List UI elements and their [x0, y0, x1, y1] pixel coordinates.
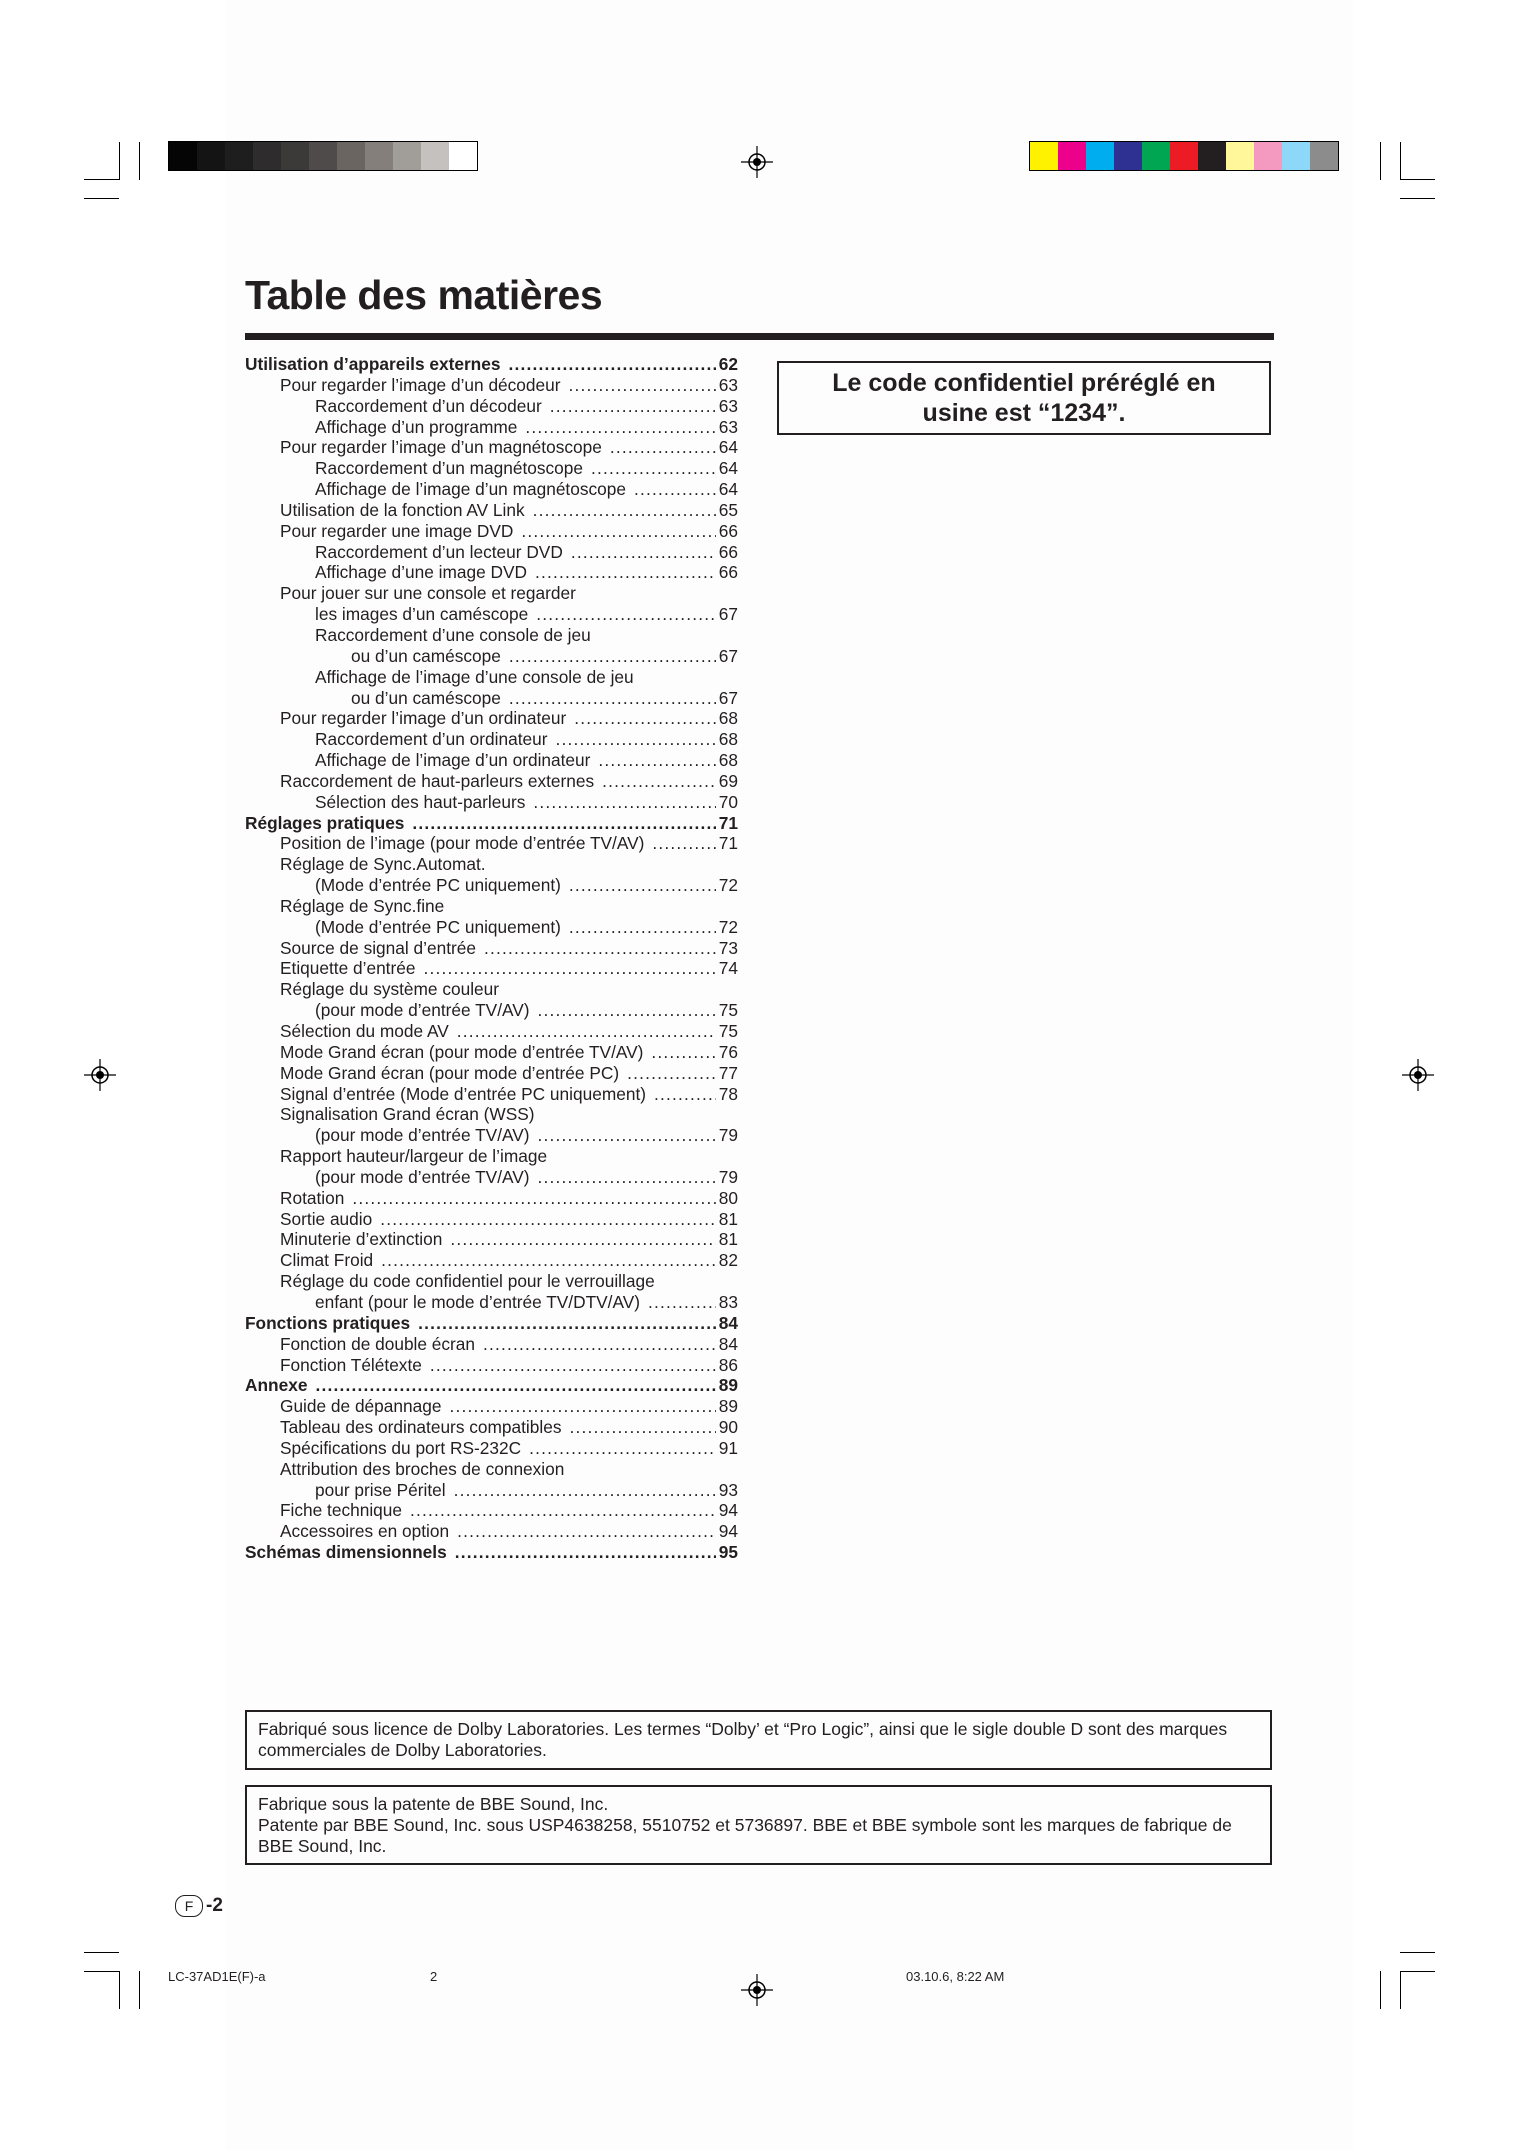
toc-entry	[245, 625, 738, 646]
toc-entry	[245, 667, 738, 688]
toc-page-number: 66	[718, 520, 738, 541]
toc-entry	[245, 417, 738, 438]
toc-entry	[245, 500, 738, 521]
toc-page-number: 84	[718, 1312, 738, 1333]
toc-entry-title: Utilisation de la fonction AV Link	[280, 499, 525, 520]
toc-leader-dots	[418, 1313, 716, 1334]
toc-entry-title: (pour mode d’entrée TV/AV)	[315, 1166, 530, 1187]
toc-leader-dots	[602, 771, 716, 792]
toc-leader-dots	[634, 479, 716, 500]
toc-leader-dots	[454, 1480, 716, 1501]
toc-entry-title: Réglage de Sync.fine	[280, 895, 445, 916]
toc-leader-dots	[598, 750, 715, 771]
toc-entry-title: Climat Froid	[280, 1250, 374, 1271]
toc-entry	[245, 396, 738, 417]
toc-entry-title: enfant (pour le mode d’entrée TV/DTV/AV)	[315, 1291, 640, 1312]
grayscale-swatch	[309, 142, 337, 170]
toc-page-number: 63	[718, 395, 738, 416]
toc-entry-title: Signalisation Grand écran (WSS)	[280, 1104, 535, 1125]
toc-entry-title: Rotation	[280, 1187, 345, 1208]
color-swatch	[1226, 142, 1254, 170]
toc-entry	[245, 604, 738, 625]
toc-entry	[245, 375, 738, 396]
toc-leader-dots	[569, 375, 716, 396]
toc-leader-dots	[450, 1229, 715, 1250]
toc-page-number: 90	[718, 1417, 738, 1438]
toc-page-number: 67	[718, 604, 738, 625]
toc-entry-title: Fonctions pratiques	[245, 1312, 411, 1333]
toc-entry	[245, 1417, 738, 1438]
toc-entry-title: (pour mode d’entrée TV/AV)	[315, 1000, 530, 1021]
toc-entry	[245, 771, 738, 792]
toc-leader-dots	[571, 542, 716, 563]
grayscale-swatch	[225, 142, 253, 170]
toc-page-number: 70	[718, 791, 738, 812]
toc-section	[245, 1375, 738, 1396]
registration-target-icon	[741, 1974, 773, 2006]
toc-leader-dots	[536, 604, 716, 625]
toc-entry-title: Sélection du mode AV	[280, 1021, 449, 1041]
table-of-contents	[245, 354, 738, 1563]
toc-page-number: 67	[718, 687, 738, 708]
toc-leader-dots	[651, 1042, 715, 1063]
grayscale-swatch	[421, 142, 449, 170]
toc-page-number: 76	[718, 1041, 738, 1062]
toc-section	[245, 813, 738, 834]
toc-entry-title: Mode Grand écran (pour mode d’entrée PC)	[280, 1062, 620, 1083]
toc-page-number: 66	[718, 562, 738, 583]
toc-leader-dots	[315, 1375, 715, 1396]
toc-entry	[245, 958, 738, 979]
toc-leader-dots	[591, 458, 716, 479]
toc-leader-dots	[410, 1500, 716, 1521]
toc-entry-title: (pour mode d’entrée TV/AV)	[315, 1125, 530, 1146]
toc-entry-title: Pour regarder une image DVD	[280, 520, 514, 541]
toc-page-number: 68	[718, 750, 738, 771]
page-number	[175, 1895, 223, 1917]
toc-page-number: 94	[718, 1500, 738, 1521]
toc-entry-title: Raccordement d’une console de jeu	[315, 624, 591, 645]
grayscale-swatch	[449, 142, 477, 170]
toc-leader-dots	[533, 792, 715, 813]
toc-leader-dots	[412, 813, 715, 834]
toc-page-number: 66	[718, 541, 738, 562]
toc-entry	[245, 750, 738, 771]
toc-entry-title: Etiquette d’entrée	[280, 958, 416, 979]
toc-entry-title: Réglage du système couleur	[280, 979, 500, 1000]
toc-entry	[245, 792, 738, 813]
toc-entry-title: Fonction de double écran	[280, 1333, 476, 1354]
toc-leader-dots	[550, 396, 716, 417]
toc-entry-title: Raccordement d’un ordinateur	[315, 729, 548, 750]
toc-entry-title: Minuterie d’extinction	[280, 1229, 443, 1250]
toc-leader-dots	[457, 1021, 716, 1042]
toc-entry	[245, 542, 738, 563]
toc-entry-title: Réglage de Sync.Automat.	[280, 854, 486, 875]
toc-page-number: 94	[718, 1521, 738, 1542]
toc-entry	[245, 1271, 738, 1292]
toc-page-number: 91	[718, 1437, 738, 1458]
color-swatch	[1142, 142, 1170, 170]
toc-entry	[245, 1125, 738, 1146]
toc-entry-title: Pour regarder l’image d’un ordinateur	[280, 708, 567, 729]
toc-entry	[245, 1355, 738, 1376]
bbe-notice	[245, 1785, 1272, 1865]
toc-entry-title: Affichage d’une image DVD	[315, 562, 527, 583]
grayscale-swatch	[337, 142, 365, 170]
toc-leader-dots	[654, 1084, 716, 1105]
toc-page-number: 64	[718, 479, 738, 500]
toc-page-number: 69	[718, 770, 738, 791]
toc-entry-title: Signal d’entrée (Mode d’entrée PC uniquement)	[280, 1083, 647, 1104]
toc-page-number: 81	[718, 1208, 738, 1229]
toc-entry-title: Affichage de l’image d’une console de jeu	[315, 666, 634, 687]
toc-leader-dots	[509, 688, 716, 709]
toc-entry-title: Raccordement de haut-parleurs externes	[280, 770, 595, 791]
toc-section	[245, 1542, 738, 1563]
color-swatch	[1086, 142, 1114, 170]
toc-page-number: 74	[718, 958, 738, 979]
toc-entry	[245, 458, 738, 479]
color-swatch	[1058, 142, 1086, 170]
toc-entry-title: (Mode d’entrée PC uniquement)	[315, 875, 561, 896]
dolby-notice	[245, 1710, 1272, 1770]
toc-page-number: 86	[718, 1354, 738, 1375]
registration-target-icon	[741, 146, 773, 178]
toc-entry-title: Réglages pratiques	[245, 812, 405, 833]
toc-page-number: 63	[718, 374, 738, 395]
toc-entry-title: Affichage de l’image d’un ordinateur	[315, 750, 591, 771]
toc-entry-title: Affichage de l’image d’un magnétoscope	[315, 479, 626, 500]
toc-entry-title: Pour regarder l’image d’un magnétoscope	[280, 437, 602, 458]
toc-page-number: 72	[718, 875, 738, 896]
dolby-notice-text: Fabriqué sous licence de Dolby Laboratories. Les termes “Dolby’ et “Pro Logic”, ainsi que le sigle double D sont des marques commerciales de Dolby Laboratories.	[258, 1719, 1228, 1760]
toc-entry	[245, 729, 738, 750]
toc-section	[245, 1313, 738, 1334]
toc-entry	[245, 521, 738, 542]
bbe-notice-line-2: Patente par BBE Sound, Inc. sous USP4638258, 5510752 et 5736897. BBE et BBE symbole sont les marques de fabrique de BBE Sound, Inc.	[258, 1815, 1232, 1856]
toc-entry	[245, 1459, 738, 1480]
color-swatch	[1282, 142, 1310, 170]
toc-leader-dots	[538, 1125, 716, 1146]
toc-entry-title: Sélection des haut-parleurs	[315, 791, 526, 812]
toc-entry-title: Fiche technique	[280, 1500, 403, 1521]
toc-entry-title: Pour regarder l’image d’un décodeur	[280, 374, 561, 395]
toc-page-number: 93	[718, 1479, 738, 1500]
toc-entry	[245, 938, 738, 959]
toc-entry	[245, 437, 738, 458]
color-swatch	[1030, 142, 1058, 170]
toc-leader-dots	[423, 958, 715, 979]
toc-entry	[245, 1063, 738, 1084]
toc-leader-dots	[574, 708, 716, 729]
toc-entry	[245, 1438, 738, 1459]
toc-entry-title: Utilisation d’appareils externes	[245, 354, 501, 374]
toc-page-number: 64	[718, 437, 738, 458]
toc-entry	[245, 1104, 738, 1125]
toc-entry	[245, 1250, 738, 1271]
toc-entry-title: Affichage d’un programme	[315, 416, 518, 437]
pin-code-line-1: Le code confidentiel préréglé en	[832, 369, 1216, 397]
toc-entry	[245, 1500, 738, 1521]
color-swatch	[1310, 142, 1338, 170]
toc-page-number: 75	[718, 1021, 738, 1041]
grayscale-swatch	[253, 142, 281, 170]
toc-page-number: 75	[718, 1000, 738, 1021]
toc-entry	[245, 1167, 738, 1188]
registration-target-icon	[1402, 1059, 1434, 1091]
language-badge: F	[175, 1895, 203, 1917]
toc-leader-dots	[555, 729, 715, 750]
toc-entry-title: Fonction Télétexte	[280, 1354, 422, 1375]
toc-entry	[245, 583, 738, 604]
toc-entry-title: ou d’un caméscope	[351, 687, 501, 708]
toc-page-number: 63	[718, 416, 738, 437]
toc-entry-title: Source de signal d’entrée	[280, 937, 476, 958]
toc-leader-dots	[457, 1521, 716, 1542]
toc-leader-dots	[538, 1167, 716, 1188]
toc-leader-dots	[627, 1063, 716, 1084]
grayscale-swatch	[197, 142, 225, 170]
footer-timestamp: 03.10.6, 8:22 AM	[906, 1969, 1005, 1984]
toc-page-number: 71	[718, 833, 738, 854]
toc-leader-dots	[430, 1355, 716, 1376]
toc-leader-dots	[533, 500, 716, 521]
toc-entry-title: pour prise Péritel	[315, 1479, 446, 1500]
toc-entry-title: (Mode d’entrée PC uniquement)	[315, 916, 561, 937]
toc-entry-title: Schémas dimensionnels	[245, 1542, 447, 1563]
toc-entry	[245, 562, 738, 583]
toc-leader-dots	[535, 562, 716, 583]
color-calibration-bar	[1029, 141, 1339, 171]
toc-page-number: 77	[718, 1062, 738, 1083]
toc-entry	[245, 1209, 738, 1230]
toc-page-number: 80	[718, 1187, 738, 1208]
toc-entry-title: Guide de dépannage	[280, 1396, 442, 1417]
toc-entry-title: Raccordement d’un décodeur	[315, 395, 542, 416]
toc-leader-dots	[569, 875, 716, 896]
toc-page-number: 64	[718, 458, 738, 479]
toc-entry-title: Attribution des broches de connexion	[280, 1458, 565, 1479]
toc-page-number: 81	[718, 1229, 738, 1250]
toc-entry	[245, 1021, 738, 1042]
toc-entry-title: Annexe	[245, 1375, 308, 1396]
toc-entry	[245, 1480, 738, 1501]
footer-file-name: LC-37AD1E(F)-a	[168, 1969, 266, 1984]
toc-leader-dots	[525, 417, 715, 438]
toc-entry-title: Accessoires en option	[280, 1521, 450, 1542]
toc-entry	[245, 896, 738, 917]
toc-page-number: 71	[718, 812, 738, 833]
toc-page-number: 68	[718, 708, 738, 729]
color-swatch	[1198, 142, 1226, 170]
toc-entry	[245, 979, 738, 1000]
pin-code-line-2: usine est “1234”.	[922, 399, 1126, 427]
grayscale-calibration-bar	[168, 141, 478, 171]
toc-entry	[245, 1188, 738, 1209]
toc-leader-dots	[569, 917, 716, 938]
toc-page-number: 67	[718, 645, 738, 666]
grayscale-swatch	[365, 142, 393, 170]
color-swatch	[1114, 142, 1142, 170]
registration-target-icon	[84, 1059, 116, 1091]
toc-leader-dots	[521, 521, 715, 542]
toc-entry	[245, 1396, 738, 1417]
toc-page-number: 82	[718, 1250, 738, 1271]
toc-entry	[245, 1521, 738, 1542]
toc-entry-title: Réglage du code confidentiel pour le verrouillage	[280, 1271, 655, 1292]
toc-entry	[245, 708, 738, 729]
toc-leader-dots	[652, 833, 715, 854]
toc-entry-title: Spécifications du port RS-232C	[280, 1437, 522, 1458]
toc-page-number: 79	[718, 1125, 738, 1146]
grayscale-swatch	[281, 142, 309, 170]
toc-entry-title: Raccordement d’un lecteur DVD	[315, 541, 563, 562]
toc-leader-dots	[380, 1209, 716, 1230]
toc-page-number: 68	[718, 729, 738, 750]
toc-entry	[245, 1292, 738, 1313]
toc-leader-dots	[508, 354, 715, 375]
bbe-notice-line-1: Fabrique sous la patente de BBE Sound, Inc.	[258, 1794, 609, 1814]
color-swatch	[1254, 142, 1282, 170]
color-swatch	[1170, 142, 1198, 170]
toc-entry-title: Rapport hauteur/largeur de l’image	[280, 1146, 548, 1167]
toc-page-number: 83	[718, 1291, 738, 1312]
toc-entry	[245, 1042, 738, 1063]
toc-page-number: 72	[718, 916, 738, 937]
toc-leader-dots	[569, 1417, 715, 1438]
toc-page-number: 84	[718, 1333, 738, 1354]
toc-entry-title: Position de l’image (pour mode d’entrée TV/AV)	[280, 833, 645, 854]
toc-leader-dots	[509, 646, 716, 667]
footer-sheet-number: 2	[430, 1969, 438, 1984]
toc-entry-title: Tableau des ordinateurs compatibles	[280, 1417, 562, 1438]
toc-page-number: 65	[718, 499, 738, 520]
toc-entry	[245, 479, 738, 500]
toc-leader-dots	[484, 938, 716, 959]
toc-entry	[245, 917, 738, 938]
toc-entry	[245, 1000, 738, 1021]
toc-entry	[245, 875, 738, 896]
title-rule	[245, 333, 1274, 340]
toc-entry-title: les images d’un caméscope	[315, 604, 529, 625]
toc-entry-title: Raccordement d’un magnétoscope	[315, 458, 584, 479]
toc-entry	[245, 854, 738, 875]
toc-entry	[245, 646, 738, 667]
toc-entry	[245, 1229, 738, 1250]
toc-entry	[245, 1146, 738, 1167]
toc-entry	[245, 688, 738, 709]
toc-entry	[245, 833, 738, 854]
toc-page-number: 89	[718, 1375, 738, 1396]
page-number-text: -2	[206, 1895, 223, 1916]
toc-leader-dots	[610, 437, 716, 458]
toc-page-number: 79	[718, 1166, 738, 1187]
toc-page-number: 73	[718, 937, 738, 958]
toc-leader-dots	[455, 1542, 716, 1563]
toc-leader-dots	[648, 1292, 716, 1313]
toc-leader-dots	[538, 1000, 716, 1021]
toc-leader-dots	[449, 1396, 715, 1417]
grayscale-swatch	[393, 142, 421, 170]
toc-leader-dots	[352, 1188, 715, 1209]
toc-section	[245, 354, 738, 375]
toc-entry-title: Pour jouer sur une console et regarder	[280, 583, 576, 604]
toc-entry-title: Mode Grand écran (pour mode d’entrée TV/AV)	[280, 1041, 644, 1062]
toc-entry	[245, 1334, 738, 1355]
toc-leader-dots	[529, 1438, 716, 1459]
toc-page-number: 95	[718, 1542, 738, 1563]
toc-entry-title: ou d’un caméscope	[351, 645, 501, 666]
page-title: Table des matières	[245, 272, 603, 318]
toc-leader-dots	[483, 1334, 716, 1355]
toc-page-number: 78	[718, 1083, 738, 1104]
toc-entry-title: Sortie audio	[280, 1208, 373, 1229]
toc-entry	[245, 1084, 738, 1105]
toc-leader-dots	[381, 1250, 716, 1271]
toc-page-number: 89	[718, 1396, 738, 1417]
pin-code-notice	[777, 361, 1271, 435]
toc-page-number: 62	[718, 354, 738, 374]
grayscale-swatch	[169, 142, 197, 170]
